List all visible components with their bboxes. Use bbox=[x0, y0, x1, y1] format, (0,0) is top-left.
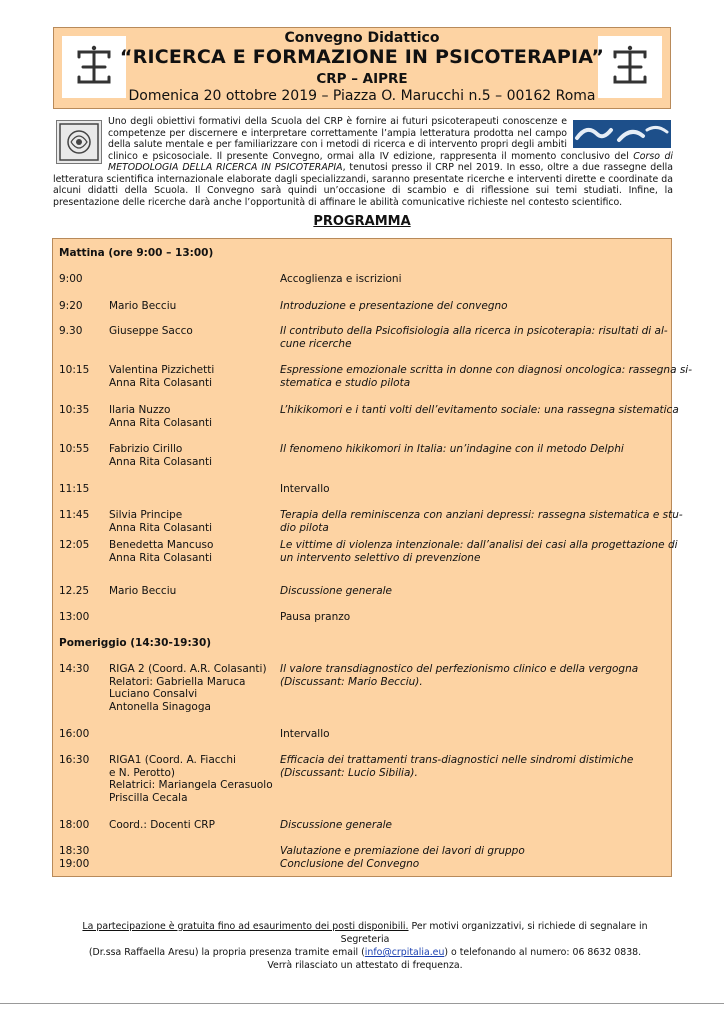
schedule-topic: Accoglienza e iscrizioni bbox=[280, 273, 402, 285]
intro-paragraph: Uno degli obiettivi formativi della Scuola del CRP è fornire ai futuri psicoterapeuti conoscenze e competenze per discernere e interpretare correttamente l’ampia letteratura prodotta nel campo della salute mentale e per familiarizzare con i metodi di ricerca e di intervento propri degli ambiti clinico e psicosociale. Il presente Convegno, ormai alla IV edizione, rappresenta il momento conclusivo del Corso di METODOLOGIA DELLA RICERCA IN PSICOTERAPIA, tenutosi presso il CRP nel 2019. In esso, oltre a due rassegne della letteratura scientifica internazionale elaborate dagli specializzandi, saranno presentate ricerche e interventi dirette e coordinate da alcuni didatti della Scuola. Il Convegno sarà quindi un’occasione di scambio e di riflessione sui temi studiati. Infine, la presentazione delle ricerche darà anche l’opportunità di affinare le abilità comunicative richieste nel contesto scientifico. bbox=[53, 116, 673, 208]
schedule-topic: Pausa pranzo bbox=[280, 611, 351, 623]
schedule-topic: Le vittime di violenza intenzionale: dall’analisi dei casi alla progettazione di un intervento selettivo di prevenzione bbox=[280, 539, 678, 564]
schedule-topic: L’hikikomori e i tanti volti dell’evitamento sociale: una rassegna sistematica bbox=[280, 404, 679, 416]
schedule-topic: Il fenomeno hikikomori in Italia: un’indagine con il metodo Delphi bbox=[280, 443, 624, 455]
event-subtitle: Convegno Didattico bbox=[284, 30, 440, 46]
event-organizer: CRP – AIPRE bbox=[316, 71, 408, 87]
event-title: “RICERCA E FORMAZIONE IN PSICOTERAPIA” bbox=[119, 46, 605, 68]
schedule-speakers: Mario Becciu bbox=[109, 585, 177, 597]
morning-section-label: Mattina (ore 9:00 – 13:00) bbox=[59, 247, 214, 259]
schedule-time: 11:15 bbox=[59, 483, 90, 495]
schedule-topic: Efficacia dei trattamenti trans-diagnostici nelle sindromi distimiche (Discussant: Lucio Sibilia). bbox=[280, 754, 634, 779]
schedule-speakers: RIGA1 (Coord. A. Fiacchi e N. Perotto) Relatrici: Mariangela Cerasuolo Priscilla Cecala bbox=[109, 754, 273, 804]
schedule-time: 9:20 bbox=[59, 300, 83, 312]
course-name: Corso di METODOLOGIA DELLA RICERCA IN PSICOTERAPIA bbox=[108, 150, 673, 173]
schedule-speakers: Mario Becciu bbox=[109, 300, 177, 312]
schedule-speakers: Fabrizio Cirillo Anna Rita Colasanti bbox=[109, 443, 213, 468]
afternoon-section-label: Pomeriggio (14:30-19:30) bbox=[59, 637, 212, 649]
schedule-topic: Il valore transdiagnostico del perfezionismo clinico e della vergogna (Discussant: Mario Becciu). bbox=[280, 663, 639, 688]
event-header bbox=[53, 27, 671, 109]
page-bottom-rule bbox=[0, 1003, 724, 1004]
schedule-time: 16:00 bbox=[59, 728, 90, 740]
ornament-icon bbox=[56, 120, 102, 164]
schedule-topic: Espressione emozionale scritta in donne con diagnosi oncologica: rassegna si- stematica e studio pilota bbox=[280, 364, 693, 389]
schedule-speakers: Ilaria Nuzzo Anna Rita Colasanti bbox=[109, 404, 213, 429]
schedule-speakers: Silvia Principe Anna Rita Colasanti bbox=[109, 509, 213, 534]
schedule-topic: Terapia della reminiscenza con anziani depressi: rassegna sistematica e stu- dio pilota bbox=[280, 509, 683, 534]
schedule-topic: Discussione generale bbox=[280, 819, 393, 831]
free-participation-note: La partecipazione è gratuita fino ad esaurimento dei posti disponibili. bbox=[82, 921, 409, 932]
schedule-time: 16:30 bbox=[59, 754, 90, 766]
program-title: PROGRAMMA bbox=[313, 214, 411, 229]
schedule-speakers: Giuseppe Sacco bbox=[109, 325, 193, 337]
schedule-time: 10:35 bbox=[59, 404, 90, 416]
schedule-topic: Intervallo bbox=[280, 483, 330, 495]
schedule-time: 12:05 bbox=[59, 539, 90, 551]
email-link[interactable]: info@crpitalia.eu bbox=[364, 947, 445, 958]
attendance-certificate-note: Verrà rilasciato un attestato di frequenza. bbox=[267, 960, 463, 971]
schedule-topic: Intervallo bbox=[280, 728, 330, 740]
wave-artwork-icon bbox=[573, 120, 671, 148]
schedule-time: 18:00 bbox=[59, 819, 90, 831]
schedule-speakers: Valentina Pizzichetti Anna Rita Colasanti bbox=[109, 364, 215, 389]
schedule-speakers: Benedetta Mancuso Anna Rita Colasanti bbox=[109, 539, 214, 564]
schedule-speakers: Coord.: Docenti CRP bbox=[109, 819, 215, 831]
schedule-time: 12.25 bbox=[59, 585, 90, 597]
footer-note: La partecipazione è gratuita fino ad esaurimento dei posti disponibili. Per motivi organizzativi, si richiede di segnalare in Segreteria (Dr.ssa Raffaella Aresu) la propria presenza tramite email (info@crpitalia.eu) o telefonando al numero: 06 8632 0838. Verrà rilasciato un attestato di frequenza. bbox=[60, 920, 670, 972]
event-date-place: Domenica 20 ottobre 2019 – Piazza O. Marucchi n.5 – 00162 Roma bbox=[128, 88, 596, 104]
schedule-time: 10:55 bbox=[59, 443, 90, 455]
schedule-topic: Introduzione e presentazione del convegno bbox=[280, 300, 508, 312]
schedule-time: 13:00 bbox=[59, 611, 90, 623]
schedule-speakers: RIGA 2 (Coord. A.R. Colasanti) Relatori: Gabriella Maruca Luciano Consalvi Antonella Sinagoga bbox=[109, 663, 267, 713]
schedule-time: 14:30 bbox=[59, 663, 90, 675]
schedule-time: 11:45 bbox=[59, 509, 90, 521]
schedule-time: 9:00 bbox=[59, 273, 83, 285]
program-schedule bbox=[52, 238, 693, 877]
schedule-topic: Discussione generale bbox=[280, 585, 393, 597]
schedule-time: 9.30 bbox=[59, 325, 83, 337]
schedule-topic: Il contributo della Psicofisiologia alla ricerca in psicoterapia: risultati di al- cune ricerche bbox=[280, 325, 668, 350]
schedule-time: 18:30 19:00 bbox=[59, 845, 90, 870]
intro-section bbox=[53, 116, 673, 208]
schedule-time: 10:15 bbox=[59, 364, 90, 376]
schedule-topic: Valutazione e premiazione dei lavori di gruppo Conclusione del Convegno bbox=[280, 845, 525, 870]
